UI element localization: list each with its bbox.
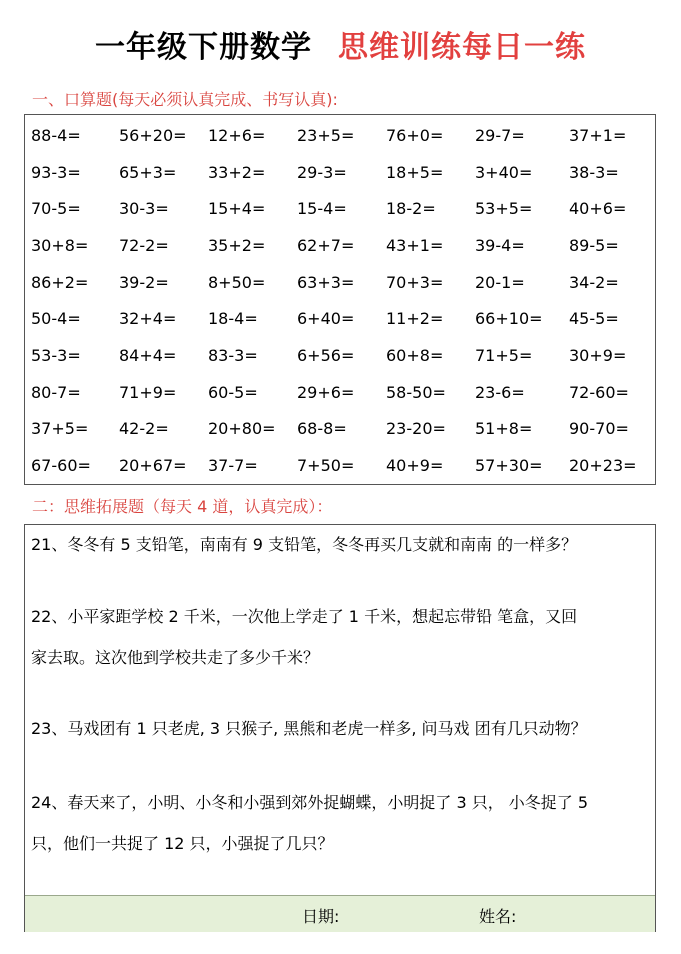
mental-math-grid — [31, 117, 649, 484]
math-problem: 39-2= — [119, 272, 169, 292]
footer-bar — [25, 895, 655, 932]
math-problem: 6+40= — [297, 309, 355, 329]
question-line: 家去取。这次他到学校共走了多少千米？ — [31, 648, 320, 667]
math-problem: 29+6= — [297, 382, 355, 402]
math-problem: 23-20= — [386, 419, 446, 439]
math-problem: 62+7= — [297, 235, 355, 255]
question-23 — [31, 708, 651, 749]
math-problem: 40+9= — [386, 456, 444, 476]
question-line: 21、冬冬有 5 支铅笔，南南有 9 支铅笔，冬冬再买几支就和南南 的一样多？ — [31, 535, 578, 554]
math-problem: 42-2= — [119, 419, 169, 439]
math-problem: 33+2= — [208, 162, 266, 182]
question-24 — [31, 782, 651, 864]
math-problem: 12+6= — [208, 125, 266, 145]
math-problem: 32+4= — [119, 309, 177, 329]
math-problem: 18-2= — [386, 199, 436, 219]
question-line: 只，他们一共捉了 12 只，小强捉了几只？ — [31, 834, 334, 853]
math-problem: 38-3= — [569, 162, 619, 182]
math-problem: 60+8= — [386, 345, 444, 365]
math-problem: 65+3= — [119, 162, 177, 182]
math-problem: 3+40= — [475, 162, 533, 182]
section-2-title: 二：思维拓展题（每天 4 道，认真完成）： — [32, 497, 333, 516]
math-problem: 72-2= — [119, 235, 169, 255]
math-problem: 68-8= — [297, 419, 347, 439]
math-problem: 37-7= — [208, 456, 258, 476]
math-problem: 53-3= — [31, 345, 81, 365]
question-line: 23、马戏团有 1 只老虎, 3 只猴子, 黑熊和老虎一样多, 问马戏 团有几只动物？ — [31, 719, 587, 738]
math-problem: 90-70= — [569, 419, 629, 439]
math-problem: 58-50= — [386, 382, 446, 402]
mental-math-box — [24, 114, 656, 485]
math-problem: 43+1= — [386, 235, 444, 255]
math-problem: 51+8= — [475, 419, 533, 439]
math-problem: 15-4= — [297, 199, 347, 219]
math-problem: 60-5= — [208, 382, 258, 402]
question-line: 24、春天来了，小明、小冬和小强到郊外捉蝴蝶，小明捉了 3 只， 小冬捉了 5 — [31, 793, 589, 812]
math-problem: 88-4= — [31, 125, 81, 145]
math-problem: 7+50= — [297, 456, 355, 476]
math-problem: 30+8= — [31, 235, 89, 255]
page-header — [0, 22, 681, 72]
math-problem: 89-5= — [569, 235, 619, 255]
math-problem: 70+3= — [386, 272, 444, 292]
math-problem: 84+4= — [119, 345, 177, 365]
date-label: 日期: — [302, 907, 340, 926]
math-problem: 80-7= — [31, 382, 81, 402]
question-21 — [31, 524, 651, 565]
math-problem: 23+5= — [297, 125, 355, 145]
math-problem: 20+67= — [119, 456, 187, 476]
math-problem: 45-5= — [569, 309, 619, 329]
math-problem: 11+2= — [386, 309, 444, 329]
math-problem: 56+20= — [119, 125, 187, 145]
math-problem: 35+2= — [208, 235, 266, 255]
math-problem: 20-1= — [475, 272, 525, 292]
math-problem: 50-4= — [31, 309, 81, 329]
math-problem: 23-6= — [475, 382, 525, 402]
math-problem: 29-3= — [297, 162, 347, 182]
math-problem: 70-5= — [31, 199, 81, 219]
math-problem: 40+6= — [569, 199, 627, 219]
math-problem: 18+5= — [386, 162, 444, 182]
math-problem: 34-2= — [569, 272, 619, 292]
name-label: 姓名: — [479, 907, 517, 926]
math-problem: 37+5= — [31, 419, 89, 439]
math-problem: 18-4= — [208, 309, 258, 329]
question-22 — [31, 596, 651, 678]
math-problem: 15+4= — [208, 199, 266, 219]
math-problem: 72-60= — [569, 382, 629, 402]
math-problem: 30+9= — [569, 345, 627, 365]
math-problem: 30-3= — [119, 199, 169, 219]
math-problem: 8+50= — [208, 272, 266, 292]
math-problem: 67-60= — [31, 456, 91, 476]
question-line: 22、小平家距学校 2 千米，一次他上学走了 1 千米，想起忘带铅 笔盒，又回 — [31, 607, 578, 626]
math-problem: 71+5= — [475, 345, 533, 365]
math-problem: 20+23= — [569, 456, 637, 476]
page-title: 一年级下册数学 — [95, 30, 312, 65]
word-problems-box — [24, 524, 656, 932]
math-problem: 39-4= — [475, 235, 525, 255]
math-problem: 37+1= — [569, 125, 627, 145]
math-problem: 6+56= — [297, 345, 355, 365]
math-problem: 71+9= — [119, 382, 177, 402]
math-problem: 20+80= — [208, 419, 276, 439]
math-problem: 29-7= — [475, 125, 525, 145]
math-problem: 86+2= — [31, 272, 89, 292]
page-subtitle: 思维训练每日一练 — [338, 30, 586, 65]
math-problem: 57+30= — [475, 456, 543, 476]
math-problem: 63+3= — [297, 272, 355, 292]
math-problem: 83-3= — [208, 345, 258, 365]
math-problem: 53+5= — [475, 199, 533, 219]
section-1-title: 一、口算题(每天必须认真完成、书写认真): — [32, 90, 338, 109]
math-problem: 93-3= — [31, 162, 81, 182]
math-problem: 66+10= — [475, 309, 543, 329]
math-problem: 76+0= — [386, 125, 444, 145]
